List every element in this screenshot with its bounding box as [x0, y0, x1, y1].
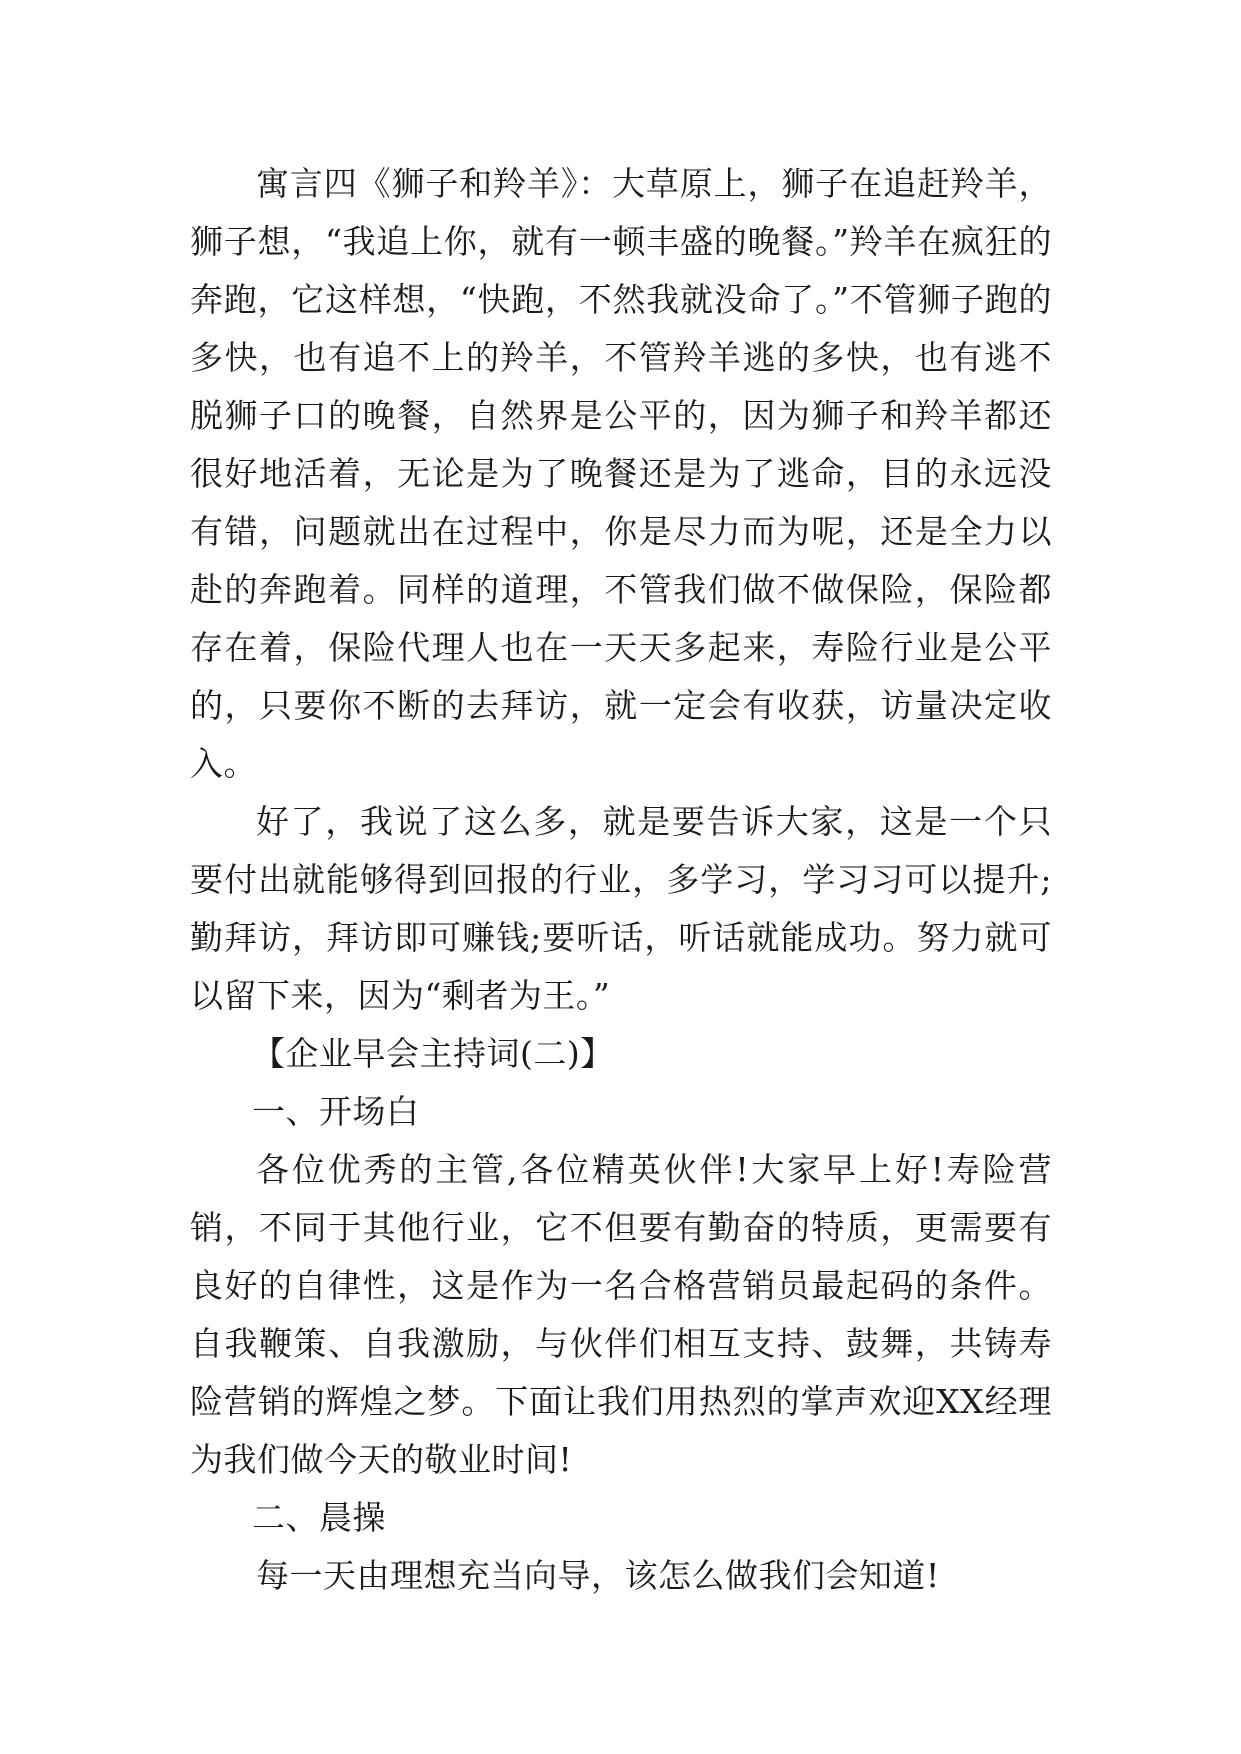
paragraph-opening: 各位优秀的主管,各位精英伙伴!大家早上好!寿险营销，不同于其他行业，它不但要有勤奋的特质，更需要有良好的自律性，这是作为一名合格营销员最起码的条件。自我鞭策、自我激励，与伙伴们相互支持、鼓舞，共铸寿险营销的辉煌之梦。下面让我们用热烈的掌声欢迎XX经理为我们做今天的敬业时间! [190, 1150, 1052, 1479]
heading-opening: 一、开场白 [252, 1092, 420, 1131]
heading-morning-exercise: 二、晨操 [252, 1498, 386, 1537]
document-body [190, 155, 1052, 1605]
section-title: 【企业早会主持词(二)】 [252, 1034, 614, 1073]
paragraph-morning-exercise: 每一天由理想充当向导，该怎么做我们会知道! [256, 1556, 940, 1595]
paragraph-fable: 寓言四《狮子和羚羊》：大草原上，狮子在追赶羚羊，狮子想，“我追上你，就有一顿丰盛的晚餐。”羚羊在疯狂的奔跑，它这样想，“快跑，不然我就没命了。”不管狮子跑的多快，也有追不上的羚羊，不管羚羊逃的多快，也有逃不脱狮子口的晚餐，自然界是公平的，因为狮子和羚羊都还很好地活着，无论是为了晚餐还是为了逃命，目的永远没有错，问题就出在过程中，你是尽力而为呢，还是全力以赴的奔跑着。同样的道理，不管我们做不做保险，保险都存在着，保险代理人也在一天天多起来，寿险行业是公平的，只要你不断的去拜访，就一定会有收获，访量决定收入。 [190, 164, 1052, 783]
paragraph-summary: 好了，我说了这么多，就是要告诉大家，这是一个只要付出就能够得到回报的行业，多学习，学习习可以提升;勤拜访，拜访即可赚钱;要听话，听话就能成功。努力就可以留下来，因为“剩者为王。” [190, 802, 1052, 1015]
